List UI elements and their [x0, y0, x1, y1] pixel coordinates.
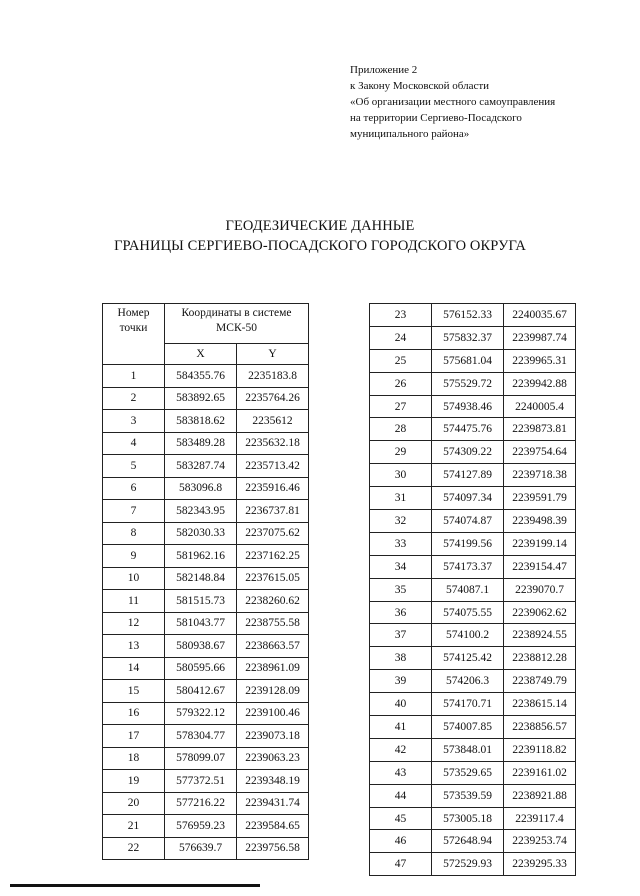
- table-row: [103, 567, 309, 590]
- point-number-cell: 18: [103, 747, 165, 770]
- x-coordinate-cell: 574007.85: [432, 716, 504, 739]
- y-coordinate-cell: 2239199.14: [504, 532, 576, 555]
- point-number-cell: 5: [103, 455, 165, 478]
- y-coordinate-cell: 2239062.62: [504, 601, 576, 624]
- y-coordinate-cell: 2239754.64: [504, 441, 576, 464]
- x-coordinate-cell: 577216.22: [165, 792, 237, 815]
- table-row: [370, 464, 576, 487]
- y-coordinate-cell: 2237615.05: [237, 567, 309, 590]
- footer-rule: [10, 884, 260, 887]
- point-number-cell: 9: [103, 545, 165, 568]
- x-coordinate-cell: 573529.65: [432, 761, 504, 784]
- y-coordinate-cell: 2239591.79: [504, 487, 576, 510]
- table-row: [103, 792, 309, 815]
- x-coordinate-cell: 582148.84: [165, 567, 237, 590]
- x-coordinate-cell: 574199.56: [432, 532, 504, 555]
- point-number-cell: 22: [103, 837, 165, 860]
- y-coordinate-cell: 2239253.74: [504, 830, 576, 853]
- table-row: [370, 784, 576, 807]
- point-number-cell: 38: [370, 647, 432, 670]
- y-coordinate-cell: 2239965.31: [504, 349, 576, 372]
- y-coordinate-cell: 2239070.7: [504, 578, 576, 601]
- x-coordinate-cell: 577372.51: [165, 770, 237, 793]
- point-number-cell: 15: [103, 680, 165, 703]
- y-coordinate-cell: 2235713.42: [237, 455, 309, 478]
- point-number-cell: 2: [103, 387, 165, 410]
- table-row: [103, 545, 309, 568]
- y-coordinate-cell: 2237162.25: [237, 545, 309, 568]
- point-number-cell: 31: [370, 487, 432, 510]
- table-row: [370, 304, 576, 327]
- point-number-cell: 24: [370, 326, 432, 349]
- point-number-cell: 37: [370, 624, 432, 647]
- appendix-note: [350, 62, 610, 142]
- point-number-cell: 8: [103, 522, 165, 545]
- y-coordinate-cell: 2239756.58: [237, 837, 309, 860]
- point-number-cell: 20: [103, 792, 165, 815]
- y-coordinate-cell: 2240035.67: [504, 304, 576, 327]
- point-number-cell: 40: [370, 693, 432, 716]
- table-row: [370, 601, 576, 624]
- point-number-cell: 12: [103, 612, 165, 635]
- x-coordinate-cell: 574206.3: [432, 670, 504, 693]
- x-coordinate-cell: 574100.2: [432, 624, 504, 647]
- table-row: [370, 830, 576, 853]
- point-number-cell: 1: [103, 365, 165, 388]
- table-row: [370, 647, 576, 670]
- point-number-cell: 16: [103, 702, 165, 725]
- table-row: [103, 770, 309, 793]
- appendix-line: муниципального района»: [350, 128, 470, 140]
- y-coordinate-cell: 2239295.33: [504, 853, 576, 876]
- x-coordinate-cell: 578099.07: [165, 747, 237, 770]
- point-number-cell: 35: [370, 578, 432, 601]
- x-coordinate-cell: 574938.46: [432, 395, 504, 418]
- x-coordinate-cell: 583287.74: [165, 455, 237, 478]
- y-coordinate-cell: 2239431.74: [237, 792, 309, 815]
- y-coordinate-cell: 2239128.09: [237, 680, 309, 703]
- header-coordinates: Координаты в системе МСК-50: [165, 304, 309, 344]
- table-row: [103, 432, 309, 455]
- y-coordinate-cell: 2239718.38: [504, 464, 576, 487]
- y-coordinate-cell: 2238260.62: [237, 590, 309, 613]
- x-coordinate-cell: 574173.37: [432, 555, 504, 578]
- y-coordinate-cell: 2239118.82: [504, 738, 576, 761]
- title-line-1: ГЕОДЕЗИЧЕСКИЕ ДАННЫЕ: [225, 218, 415, 234]
- x-coordinate-cell: 580412.67: [165, 680, 237, 703]
- y-coordinate-cell: 2235916.46: [237, 477, 309, 500]
- x-coordinate-cell: 572529.93: [432, 853, 504, 876]
- point-number-cell: 17: [103, 725, 165, 748]
- y-coordinate-cell: 2238812.28: [504, 647, 576, 670]
- table-row: [370, 532, 576, 555]
- point-number-cell: 30: [370, 464, 432, 487]
- x-coordinate-cell: 575681.04: [432, 349, 504, 372]
- x-coordinate-cell: 573005.18: [432, 807, 504, 830]
- table-row: [370, 853, 576, 876]
- x-coordinate-cell: 576152.33: [432, 304, 504, 327]
- table-row: [370, 624, 576, 647]
- x-coordinate-cell: 583892.65: [165, 387, 237, 410]
- point-number-cell: 39: [370, 670, 432, 693]
- x-coordinate-cell: 573848.01: [432, 738, 504, 761]
- table-row: [103, 455, 309, 478]
- y-coordinate-cell: 2238924.55: [504, 624, 576, 647]
- table-row: [103, 612, 309, 635]
- table-row: [103, 837, 309, 860]
- x-coordinate-cell: 581043.77: [165, 612, 237, 635]
- x-coordinate-cell: 575529.72: [432, 372, 504, 395]
- point-number-cell: 19: [103, 770, 165, 793]
- table-row: [103, 522, 309, 545]
- table-row: [103, 657, 309, 680]
- point-number-cell: 6: [103, 477, 165, 500]
- appendix-line: «Об организации местного самоуправления: [350, 96, 556, 108]
- x-coordinate-cell: 581515.73: [165, 590, 237, 613]
- point-number-cell: 14: [103, 657, 165, 680]
- header-y: Y: [237, 344, 309, 365]
- table-row: [370, 349, 576, 372]
- y-coordinate-cell: 2239063.23: [237, 747, 309, 770]
- coordinates-table-left: [102, 303, 309, 860]
- y-coordinate-cell: 2236737.81: [237, 500, 309, 523]
- x-coordinate-cell: 580938.67: [165, 635, 237, 658]
- header-x: X: [165, 344, 237, 365]
- y-coordinate-cell: 2239348.19: [237, 770, 309, 793]
- x-coordinate-cell: 583489.28: [165, 432, 237, 455]
- appendix-line: к Закону Московской области: [350, 80, 490, 92]
- point-number-cell: 7: [103, 500, 165, 523]
- point-number-cell: 25: [370, 349, 432, 372]
- table-row: [103, 815, 309, 838]
- point-number-cell: 23: [370, 304, 432, 327]
- x-coordinate-cell: 574125.42: [432, 647, 504, 670]
- table-row: [370, 555, 576, 578]
- point-number-cell: 26: [370, 372, 432, 395]
- x-coordinate-cell: 574170.71: [432, 693, 504, 716]
- y-coordinate-cell: 2239942.88: [504, 372, 576, 395]
- point-number-cell: 33: [370, 532, 432, 555]
- x-coordinate-cell: 574097.34: [432, 487, 504, 510]
- point-number-cell: 46: [370, 830, 432, 853]
- x-coordinate-cell: 574127.89: [432, 464, 504, 487]
- table-row: [103, 365, 309, 388]
- y-coordinate-cell: 2238921.88: [504, 784, 576, 807]
- y-coordinate-cell: 2235632.18: [237, 432, 309, 455]
- y-coordinate-cell: 2239987.74: [504, 326, 576, 349]
- table-row: [103, 702, 309, 725]
- table-row: [103, 500, 309, 523]
- point-number-cell: 3: [103, 410, 165, 433]
- point-number-cell: 4: [103, 432, 165, 455]
- table-row: [103, 410, 309, 433]
- y-coordinate-cell: 2239584.65: [237, 815, 309, 838]
- point-number-cell: 47: [370, 853, 432, 876]
- x-coordinate-cell: 583818.62: [165, 410, 237, 433]
- point-number-cell: 44: [370, 784, 432, 807]
- y-coordinate-cell: 2239154.47: [504, 555, 576, 578]
- x-coordinate-cell: 576639.7: [165, 837, 237, 860]
- header-point-number: Номер точки: [103, 304, 165, 365]
- table-row: [370, 395, 576, 418]
- point-number-cell: 27: [370, 395, 432, 418]
- y-coordinate-cell: 2235764.26: [237, 387, 309, 410]
- point-number-cell: 28: [370, 418, 432, 441]
- table-row: [370, 738, 576, 761]
- x-coordinate-cell: 574075.55: [432, 601, 504, 624]
- x-coordinate-cell: 578304.77: [165, 725, 237, 748]
- table-row: [370, 441, 576, 464]
- x-coordinate-cell: 581962.16: [165, 545, 237, 568]
- x-coordinate-cell: 574309.22: [432, 441, 504, 464]
- table-row: [370, 510, 576, 533]
- y-coordinate-cell: 2239117.4: [504, 807, 576, 830]
- y-coordinate-cell: 2235612: [237, 410, 309, 433]
- table-row: [370, 418, 576, 441]
- title-line-2: ГРАНИЦЫ СЕРГИЕВО-ПОСАДСКОГО ГОРОДСКОГО ОКРУГА: [114, 238, 526, 254]
- x-coordinate-cell: 576959.23: [165, 815, 237, 838]
- y-coordinate-cell: 2239073.18: [237, 725, 309, 748]
- y-coordinate-cell: 2239161.02: [504, 761, 576, 784]
- table-row: [370, 693, 576, 716]
- x-coordinate-cell: 575832.37: [432, 326, 504, 349]
- x-coordinate-cell: 574475.76: [432, 418, 504, 441]
- x-coordinate-cell: 582343.95: [165, 500, 237, 523]
- y-coordinate-cell: 2238615.14: [504, 693, 576, 716]
- y-coordinate-cell: 2239498.39: [504, 510, 576, 533]
- point-number-cell: 42: [370, 738, 432, 761]
- x-coordinate-cell: 580595.66: [165, 657, 237, 680]
- point-number-cell: 41: [370, 716, 432, 739]
- table-row: [103, 725, 309, 748]
- table-row: [370, 807, 576, 830]
- point-number-cell: 11: [103, 590, 165, 613]
- y-coordinate-cell: 2238856.57: [504, 716, 576, 739]
- table-row: [103, 387, 309, 410]
- point-number-cell: 34: [370, 555, 432, 578]
- point-number-cell: 13: [103, 635, 165, 658]
- x-coordinate-cell: 583096.8: [165, 477, 237, 500]
- y-coordinate-cell: 2238663.57: [237, 635, 309, 658]
- y-coordinate-cell: 2238755.58: [237, 612, 309, 635]
- appendix-line: на территории Сергиево-Посадского: [350, 112, 522, 124]
- table-row: [103, 590, 309, 613]
- table-row: [370, 670, 576, 693]
- x-coordinate-cell: 572648.94: [432, 830, 504, 853]
- table-row: [370, 578, 576, 601]
- point-number-cell: 10: [103, 567, 165, 590]
- table-row: [103, 747, 309, 770]
- table-row: [370, 372, 576, 395]
- x-coordinate-cell: 579322.12: [165, 702, 237, 725]
- x-coordinate-cell: 584355.76: [165, 365, 237, 388]
- document-title: [0, 216, 640, 256]
- table-row: [370, 326, 576, 349]
- table-row: [370, 487, 576, 510]
- x-coordinate-cell: 582030.33: [165, 522, 237, 545]
- y-coordinate-cell: 2235183.8: [237, 365, 309, 388]
- y-coordinate-cell: 2237075.62: [237, 522, 309, 545]
- coordinates-table-right: [369, 303, 576, 876]
- y-coordinate-cell: 2238961.09: [237, 657, 309, 680]
- x-coordinate-cell: 573539.59: [432, 784, 504, 807]
- y-coordinate-cell: 2239100.46: [237, 702, 309, 725]
- point-number-cell: 36: [370, 601, 432, 624]
- table-row: [103, 680, 309, 703]
- y-coordinate-cell: 2238749.79: [504, 670, 576, 693]
- table-row: [370, 716, 576, 739]
- point-number-cell: 43: [370, 761, 432, 784]
- point-number-cell: 21: [103, 815, 165, 838]
- point-number-cell: 32: [370, 510, 432, 533]
- y-coordinate-cell: 2239873.81: [504, 418, 576, 441]
- table-row: [103, 477, 309, 500]
- appendix-line: Приложение 2: [350, 64, 418, 76]
- table-row: [370, 761, 576, 784]
- x-coordinate-cell: 574087.1: [432, 578, 504, 601]
- point-number-cell: 45: [370, 807, 432, 830]
- x-coordinate-cell: 574074.87: [432, 510, 504, 533]
- point-number-cell: 29: [370, 441, 432, 464]
- y-coordinate-cell: 2240005.4: [504, 395, 576, 418]
- table-row: [103, 635, 309, 658]
